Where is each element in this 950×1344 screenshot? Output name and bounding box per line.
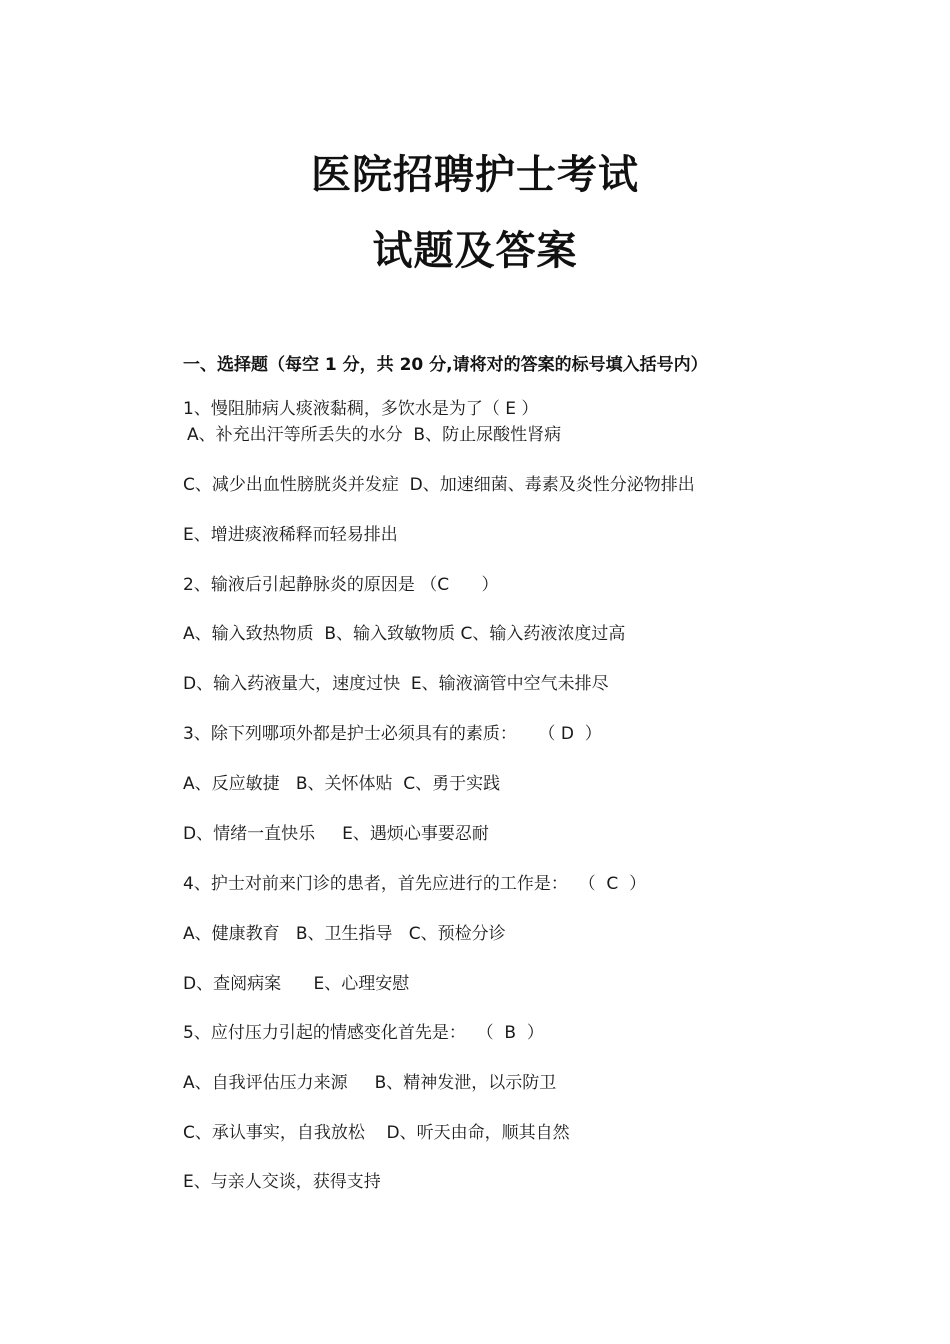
section-heading: 一、选择题（每空 1 分，共 20 分,请将对的答案的标号填入括号内） <box>183 355 708 375</box>
question-4-option-line: A、健康教育 B、卫生指导 C、预检分诊 <box>183 924 506 944</box>
document-title-line2: 试题及答案 <box>372 228 578 274</box>
question-5-stem: 5、应付压力引起的情感变化首先是： （ B ） <box>183 1023 544 1043</box>
question-3-option-line: D、情绪一直快乐 E、遇烦心事要忍耐 <box>183 824 489 844</box>
question-3-option-line: A、反应敏捷 B、关怀体贴 C、勇于实践 <box>183 774 501 794</box>
question-4-option-line: D、查阅病案 E、心理安慰 <box>183 974 410 994</box>
question-1-option-line: A、补充出汗等所丢失的水分 B、防止尿酸性肾病 <box>187 425 562 445</box>
question-5-option-line: A、自我评估压力来源 B、精神发泄，以示防卫 <box>183 1073 557 1093</box>
question-2-option-line: D、输入药液量大，速度过快 E、输液滴管中空气未排尽 <box>183 674 609 694</box>
question-2-stem: 2、输液后引起静脉炎的原因是 （C ） <box>183 575 499 595</box>
question-1-option-line: E、增进痰液稀释而轻易排出 <box>183 525 398 545</box>
question-4-stem: 4、护士对前来门诊的患者，首先应进行的工作是： （ C ） <box>183 874 647 894</box>
question-1-stem: 1、慢阻肺病人痰液黏稠，多饮水是为了（ E ） <box>183 399 539 419</box>
question-2-option-line: A、输入致热物质 B、输入致敏物质 C、输入药液浓度过高 <box>183 624 626 644</box>
question-5-option-line: C、承认事实，自我放松 D、听天由命，顺其自然 <box>183 1123 570 1143</box>
question-3-stem: 3、除下列哪项外都是护士必须具有的素质： （ D ） <box>183 724 602 744</box>
question-1-option-line: C、减少出血性膀胱炎并发症 D、加速细菌、毒素及炎性分泌物排出 <box>183 475 695 495</box>
question-5-option-line: E、与亲人交谈，获得支持 <box>183 1172 381 1192</box>
document-title-line1: 医院招聘护士考试 <box>311 152 639 198</box>
